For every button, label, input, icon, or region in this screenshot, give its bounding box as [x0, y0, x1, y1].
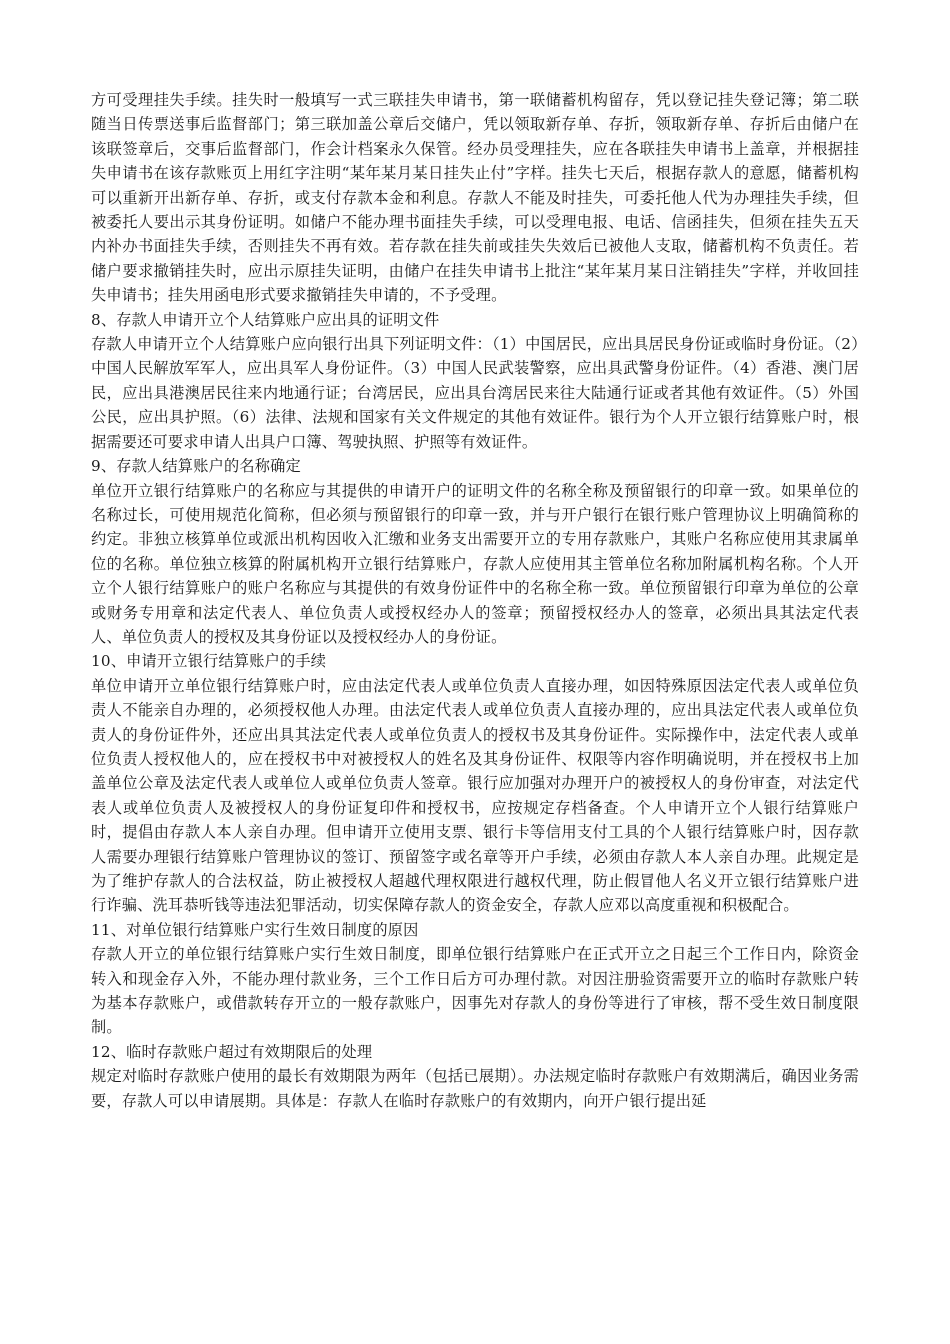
paragraph-section-11: 存款人开立的单位银行结算账户实行生效日制度，即单位银行结算账户在正式开立之日起三个工作日内，除资金转入和现金存入外，不能办理付款业务，三个工作日后方可办理付款。对因注册验资需要开立的临时存款账户转为基本存款账户，或借款转存开立的一般存款账户，因事先对存款人的身份等进行了审核，帮不受生效日制度限制。 [91, 945, 859, 1037]
heading-section-12: 12、临时存款账户超过有效期限后的处理 [91, 1042, 373, 1061]
paragraph-loss-report: 方可受理挂失手续。挂失时一般填写一式三联挂失申请书，第一联储蓄机构留存，凭以登记挂失登记簿；第二联随当日传票送事后监督部门；第三联加盖公章后交储户，凭以领取新存单、存折，领取新存单、存折后由储户在该联签章后，交事后监督部门，作会计档案永久保管。经办员受理挂失，应在各联挂失申请书上盖章，并根据挂失申请书在该存款账页上用红字注明“某年某月某日挂失止付”字样。挂失七天后，根据存款人的意愿，储蓄机构可以重新开出新存单、存折，或支付存款本金和利息。存款人不能及时挂失，可委托他人代为办理挂失手续，但被委托人要出示其身份证明。如储户不能办理书面挂失手续，可以受理电报、电话、信函挂失，但须在挂失五天内补办书面挂失手续，否则挂失不再有效。若存款在挂失前或挂失失效后已被他人支取，储蓄机构不负责任。若储户要求撤销挂失时，应出示原挂失证明，由储户在挂失申请书上批注“某年某月某日注销挂失”字样，并收回挂失申请书；挂失用函电形式要求撤销挂失申请的，不予受理。 [91, 91, 859, 305]
heading-section-9: 9、存款人结算账户的名称确定 [91, 457, 301, 476]
heading-section-8: 8、存款人申请开立个人结算账户应出具的证明文件 [91, 310, 440, 329]
heading-section-11: 11、对单位银行结算账户实行生效日制度的原因 [91, 920, 419, 939]
paragraph-section-8: 存款人申请开立个人结算账户应向银行出具下列证明文件：（1）中国居民，应出具居民身份证或临时身份证。（2）中国人民解放军军人，应出具军人身份证件。（3）中国人民武装警察，应出具武警身份证件。（4）香港、澳门居民，应出具港澳居民往来内地通行证；台湾居民，应出具台湾居民来往大陆通行证或者其他有效证件。（5）外国公民，应出具护照。（6）法律、法规和国家有关文件规定的其他有效证件。银行为个人开立银行结算账户时，根据需要还可要求申请人出具户口簿、驾驶执照、护照等有效证件。 [91, 335, 859, 451]
heading-section-10: 10、申请开立银行结算账户的手续 [91, 652, 327, 671]
paragraph-section-9: 单位开立银行结算账户的名称应与其提供的申请开户的证明文件的名称全称及预留银行的印章一致。如果单位的名称过长，可使用规范化简称，但必须与预留银行的印章一致，并与开户银行在银行账户管理协议上明确简称的约定。非独立核算单位或派出机构因收入汇缴和业务支出需要开立的专用存款账户，其账户名称应使用其隶属单位的名称。单位独立核算的附属机构开立银行结算账户，存款人应使用其主管单位名称加附属机构名称。个人开立个人银行结算账户的账户名称应与其提供的有效身份证件中的名称全称一致。单位预留银行印章为单位的公章或财务专用章和法定代表人、单位负责人或授权经办人的签章；预留授权经办人的签章，必须出具其法定代表人、单位负责人的授权及其身份证以及授权经办人的身份证。 [91, 481, 859, 646]
document-body [91, 88, 859, 1113]
paragraph-section-12: 规定对临时存款账户使用的最长有效期限为两年（包括已展期）。办法规定临时存款账户有效期满后，确因业务需要，存款人可以申请展期。具体是：存款人在临时存款账户的有效期内，向开户银行提出延 [91, 1067, 859, 1110]
paragraph-section-10: 单位申请开立单位银行结算账户时，应由法定代表人或单位负责人直接办理，如因特殊原因法定代表人或单位负责人不能亲自办理的，必须授权他人办理。由法定代表人或单位负责人直接办理的，应出具法定代表人或单位负责人的身份证件外，还应出具其法定代表人或单位负责人的授权书及其身份证件。实际操作中，法定代表人或单位负责人授权他人的，应在授权书中对被授权人的姓名及其身份证件、权限等内容作明确说明，并在授权书上加盖单位公章及法定代表人或单位人或单位负责人签章。银行应加强对办理开户的被授权人的身份审查，对法定代表人或单位负责人及被授权人的身份证复印件和授权书，应按规定存档备查。个人申请开立个人银行结算账户时，提倡由存款人本人亲自办理。但申请开立使用支票、银行卡等信用支付工具的个人银行结算账户时，因存款人需要办理银行结算账户管理协议的签订、预留签字或名章等开户手续，必须由存款人本人亲自办理。此规定是为了维护存款人的合法权益，防止被授权人超越代理权限进行越权代理，防止假冒他人名义开立银行结算账户进行诈骗、洗耳恭听钱等违法犯罪活动，切实保障存款人的资金安全，存款人应邓以高度重视和积极配合。 [91, 676, 859, 915]
